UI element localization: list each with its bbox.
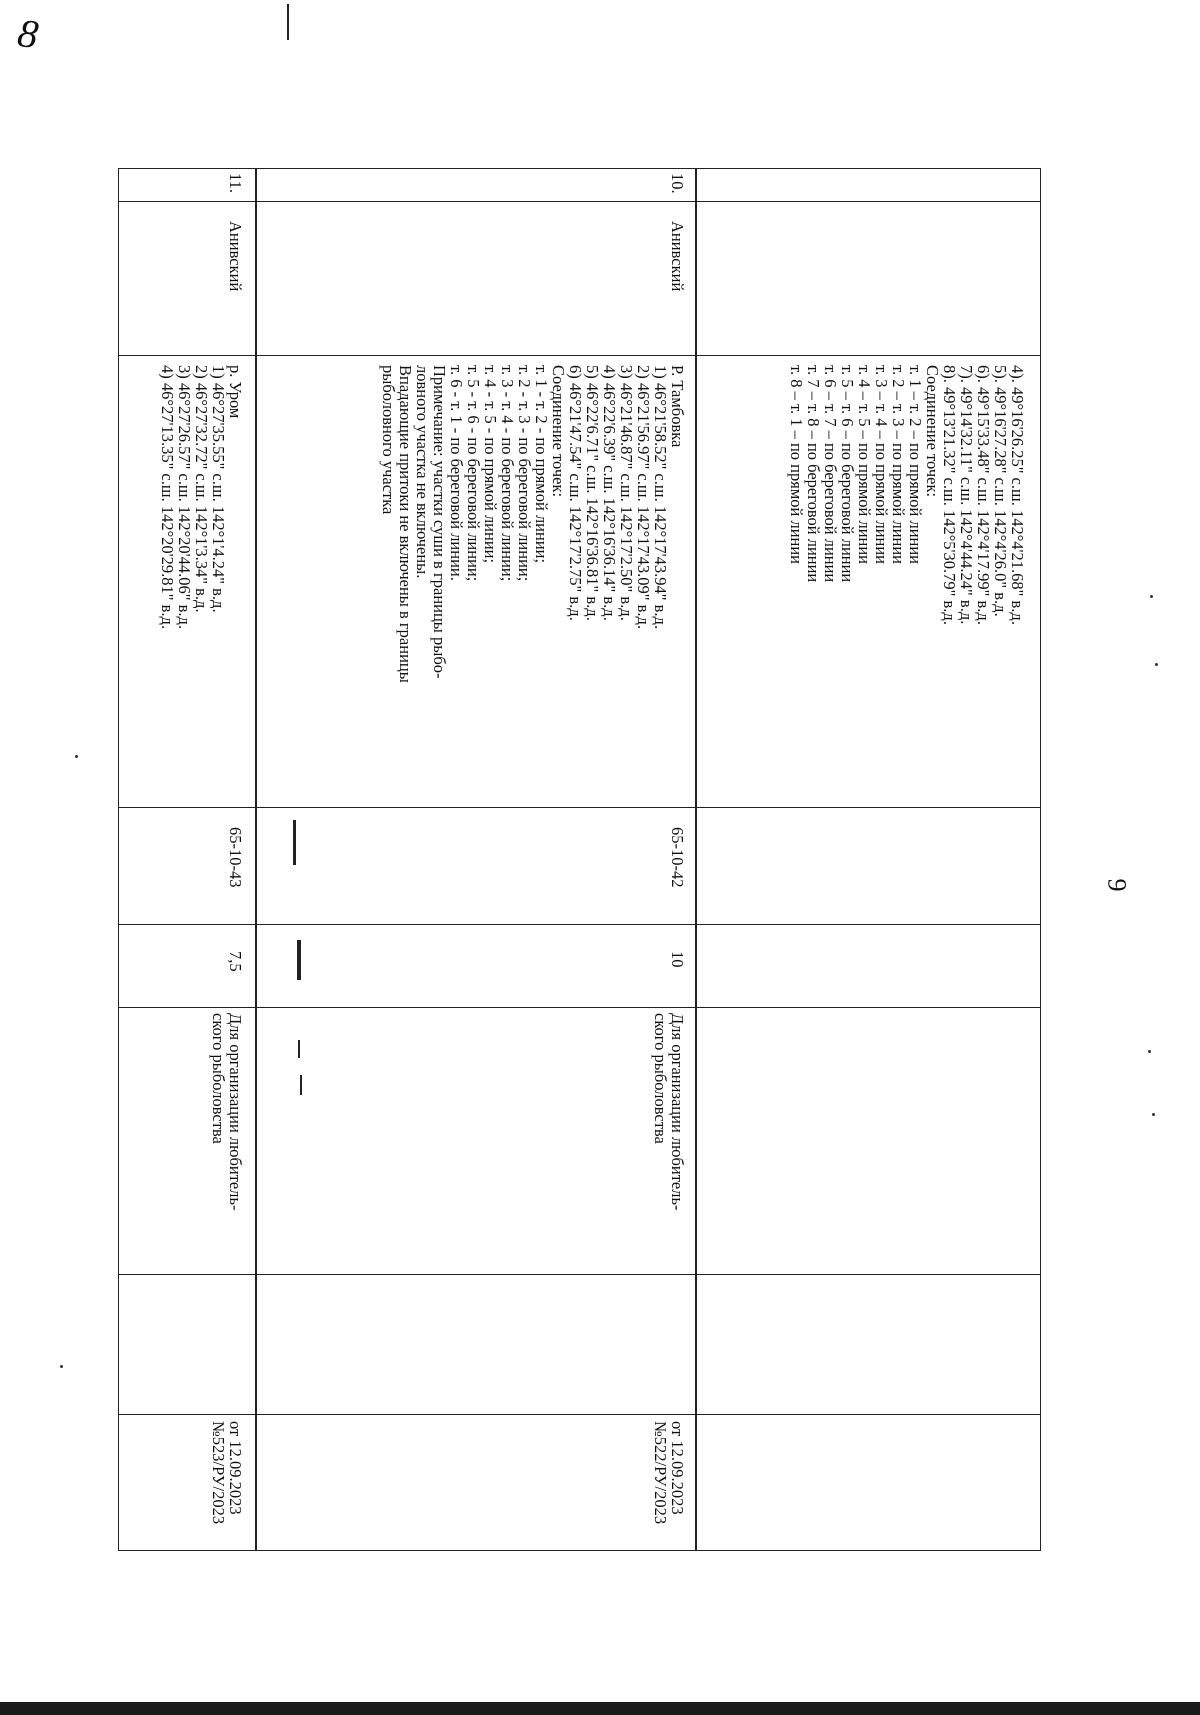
connection-line: т. 2 - т. 3 - по береговой линии; xyxy=(515,365,534,582)
coord-line: 4). 49°16'26.25" с.ш. 142°4'21.68" в.д. xyxy=(1008,365,1027,625)
connection-line: т. 5 - т. 6 - по береговой линии; xyxy=(464,365,483,582)
scan-speck xyxy=(1152,1113,1155,1116)
decision-cell: от 12.09.2023 №523/РУ/2023 xyxy=(209,1421,245,1525)
connection-line: т. 8 – т. 1 – по прямой линии xyxy=(787,365,806,565)
connection-line: т. 6 – т. 7 – по береговой линии xyxy=(821,365,840,583)
connection-title: Соединение точек: xyxy=(923,365,942,498)
coord-line: 5). 49°16'27.28" с.ш. 142°4'26.0" в.д. xyxy=(991,365,1010,617)
connection-line: т. 4 – т. 5 – по прямой линии xyxy=(855,365,874,565)
row-number: 10. xyxy=(668,173,687,194)
note-line: рыболовного участка xyxy=(379,365,398,515)
plot-code: 65-10-42 xyxy=(668,827,687,888)
coord-line: 1) 46°27'35.55" с.ш. 142°1'4.24" в.д. xyxy=(209,365,228,613)
handwritten-page-number: 8 xyxy=(14,9,42,58)
coord-line: 1) 46°21'58.52" с.ш. 142°17'43.94" в.д. xyxy=(651,365,670,630)
connection-line: т. 5 – т. 6 – по береговой линии xyxy=(838,365,857,583)
connection-line: т. 7 – т. 8 – по береговой линии xyxy=(804,365,823,583)
note-line: Впадающие притоки не включены в границы xyxy=(396,365,415,683)
description-cell xyxy=(380,365,686,683)
description-cell xyxy=(788,365,1026,625)
coord-line: 7). 49°14'32.11" с.ш. 142°4'44.24" в.д. xyxy=(957,365,976,625)
plot-area: 7,5 xyxy=(226,951,245,972)
connection-line: т. 3 – т. 4 – по прямой линии xyxy=(872,365,891,565)
pen-mark xyxy=(297,940,301,980)
plot-area: 10 xyxy=(668,951,687,968)
coord-line: 2) 46°27'32.72" с.ш. 142°1'3.34" в.д. xyxy=(192,365,211,613)
purpose-cell: Для организации любитель- ского рыболовства xyxy=(651,1013,687,1211)
coord-line: 6). 49°15'33.48" с.ш. 142°4'17.99" в.д. xyxy=(974,365,993,625)
scan-speck xyxy=(60,1365,63,1368)
page-number: 9 xyxy=(1102,878,1132,892)
coord-line: 4) 46°22'6.39" с.ш. 142°16'36.14" в.д. xyxy=(600,365,619,621)
purpose-cell: Для организации любитель- ского рыболовства xyxy=(209,1013,245,1211)
scan-speck xyxy=(1150,595,1153,598)
pen-mark xyxy=(300,1075,302,1095)
coord-line: 3) 46°21'46.87" с.ш. 142°17'2.50" в.д. xyxy=(617,365,636,621)
coord-line: 3) 46°27'26.57" с.ш. 142°20'44.06" в.д. xyxy=(175,365,194,630)
coord-line: 4) 46°27'13.35" с.ш. 142°20'29.81" в.д. xyxy=(158,365,177,630)
connection-line: т. 6 - т. 1 - по береговой линии. xyxy=(447,365,466,581)
coord-line: 2) 46°21'56.97" с.ш. 142°17'43.09" в.д. xyxy=(634,365,653,630)
note-line: ловного участка не включены. xyxy=(413,365,432,579)
decision-cell: от 12.09.2023 №522/РУ/2023 xyxy=(651,1421,687,1525)
coord-line: 8). 49°13'21.32" с.ш. 142°5'30.79" в.д. xyxy=(940,365,959,625)
scan-speck xyxy=(75,755,78,758)
connection-line: т. 1 - т. 2 - по прямой линии; xyxy=(532,365,551,564)
description-cell xyxy=(159,365,244,629)
table-row-10 xyxy=(255,168,697,1551)
connection-line: т. 4 - т. 5 - по прямой линии; xyxy=(481,365,500,564)
scan-border xyxy=(0,1702,1200,1715)
scan-speck xyxy=(1155,663,1158,666)
district-cell: Анивский xyxy=(226,221,245,292)
table-row-11 xyxy=(118,168,257,1551)
pen-mark xyxy=(298,1040,300,1058)
plot-code: 65-10-43 xyxy=(226,827,245,888)
table-row-continued xyxy=(695,168,1041,1551)
scan-mark xyxy=(287,4,289,40)
coord-line: 5) 46°22'6.71" с.ш. 142°16'36.81" в.д. xyxy=(583,365,602,621)
connection-title: Соединение точек: xyxy=(549,365,568,498)
scan-speck xyxy=(1148,1050,1151,1053)
note-line: Примечание: участки суши в границы рыбо- xyxy=(430,365,449,679)
district-cell: Анивский xyxy=(668,221,687,292)
river-name: Р. Тамбовка xyxy=(668,365,687,448)
river-name: р. Уром xyxy=(226,365,245,419)
row-number: 11. xyxy=(226,173,245,194)
connection-line: т. 2 – т. 3 – по прямой линии xyxy=(889,365,908,565)
pen-mark xyxy=(293,820,296,865)
connection-line: т. 1 – т. 2 – по прямой линии xyxy=(906,365,925,565)
coord-line: 6) 46°21'47.54" с.ш. 142°17'2.75" в.д. xyxy=(566,365,585,621)
connection-line: т. 3 - т. 4 - по береговой линии; xyxy=(498,365,517,582)
